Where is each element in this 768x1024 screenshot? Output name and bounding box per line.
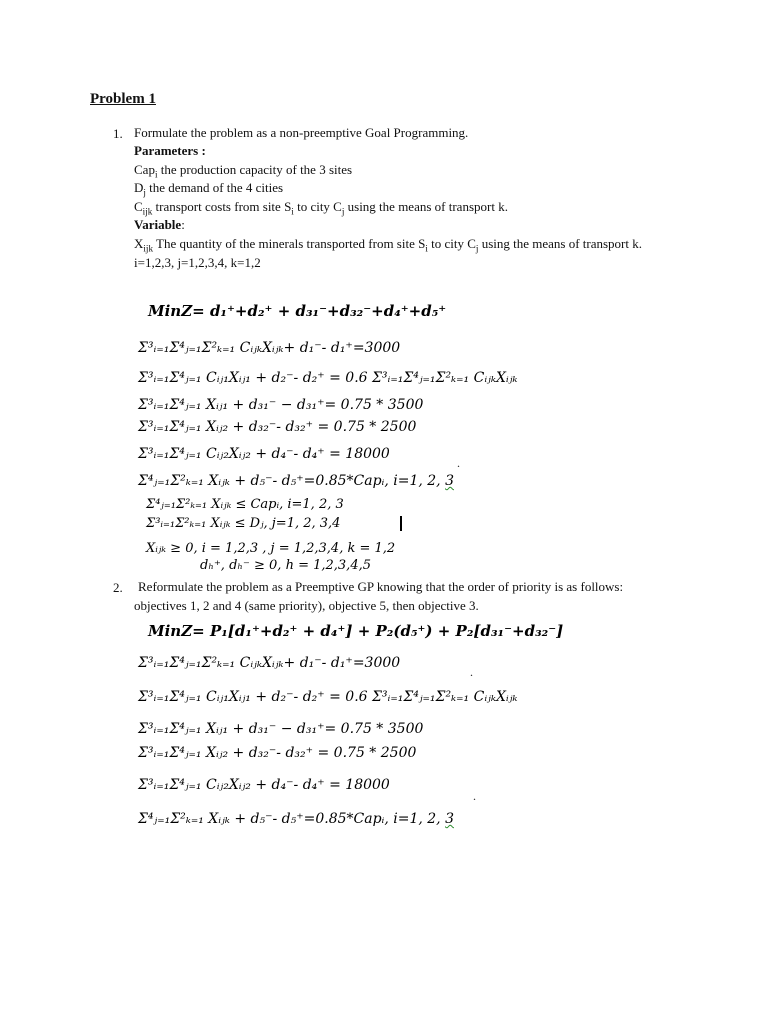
q2-text-line-2: objectives 1, 2 and 4 (same priority), objective 5, then objective 3. (134, 598, 479, 613)
q1-number: 1. (113, 126, 123, 141)
constraint-2-2: Σ³ᵢ₌₁Σ⁴ⱼ₌₁ Cᵢⱼ₁Xᵢⱼ₁ + d₂⁻- d₂⁺ = 0.6 Σ³ᵢ₌₁Σ⁴ⱼ₌₁Σ²ₖ₌₁ CᵢⱼₖXᵢⱼₖ (138, 689, 518, 705)
variable-definition: $X_{ijk}$ The quantity of the minerals transported from site $S_i$ to city $C_j$ using the means of transport k. (134, 236, 642, 254)
constraint-4: Σ³ᵢ₌₁Σ⁴ⱼ₌₁ Xᵢⱼ₂ + d₃₂⁻- d₃₂⁺ = 0.75 * 2500 (138, 419, 417, 435)
constraint-3: Σ³ᵢ₌₁Σ⁴ⱼ₌₁ Xᵢⱼ₁ + d₃₁⁻ − d₃₁⁺= 0.75 * 3500 (138, 397, 424, 413)
param-demand: $D_j$ the demand of the 4 cities (134, 180, 284, 198)
constraint-6: Σ⁴ⱼ₌₁Σ²ₖ₌₁ Xᵢⱼₖ + d₅⁻- d₅⁺=0.85*Capᵢ, i=1, 2, 3 (138, 473, 454, 489)
objective-function-1: MinZ= d₁⁺+d₂⁺ + d₃₁⁻+d₃₂⁻+d₄⁺+d₅⁺ (148, 302, 447, 320)
constraint-2-5: Σ³ᵢ₌₁Σ⁴ⱼ₌₁ Cᵢⱼ₂Xᵢⱼ₂ + d₄⁻- d₄⁺ = 18000 (138, 777, 390, 793)
constraint-5: Σ³ᵢ₌₁Σ⁴ⱼ₌₁ Cᵢⱼ₂Xᵢⱼ₂ + d₄⁻- d₄⁺ = 18000 (138, 446, 390, 462)
nonnegativity-d: dₕ⁺, dₕ⁻ ≥ 0, h = 1,2,3,4,5 (200, 558, 371, 573)
param-capacity: Cap$_i$ the production capacity of the 3 sites (134, 162, 353, 180)
variable-heading: Variable: (134, 217, 185, 232)
constraint-2-4: Σ³ᵢ₌₁Σ⁴ⱼ₌₁ Xᵢⱼ₂ + d₃₂⁻- d₃₂⁺ = 0.75 * 2500 (138, 745, 417, 761)
text-cursor (400, 516, 402, 531)
nonnegativity-x: Xᵢⱼₖ ≥ 0, i = 1,2,3 , j = 1,2,3,4, k = 1,2 (146, 541, 396, 556)
constraint-2: Σ³ᵢ₌₁Σ⁴ⱼ₌₁ Cᵢⱼ₁Xᵢⱼ₁ + d₂⁻- d₂⁺ = 0.6 Σ³ᵢ₌₁Σ⁴ⱼ₌₁Σ²ₖ₌₁ CᵢⱼₖXᵢⱼₖ (138, 370, 518, 386)
problem-title: Problem 1 (90, 91, 156, 107)
q2-number: 2. (113, 580, 123, 595)
objective-function-2: MinZ= P₁[d₁⁺+d₂⁺ + d₄⁺] + P₂(d₅⁺) + P₂[d₃₁⁻+d₃₂⁻] (148, 622, 564, 640)
parameters-heading: Parameters : (134, 143, 206, 158)
constraint-2-6: Σ⁴ⱼ₌₁Σ²ₖ₌₁ Xᵢⱼₖ + d₅⁻- d₅⁺=0.85*Capᵢ, i=1, 2, 3 (138, 811, 454, 827)
q2-text-line-1: Reformulate the problem as a Preemptive GP knowing that the order of priority is as follows: (138, 579, 624, 594)
constraint-capacity: Σ⁴ⱼ₌₁Σ²ₖ₌₁ Xᵢⱼₖ ≤ Capᵢ, i=1, 2, 3 (146, 497, 344, 512)
param-cost: $C_{ijk}$ transport costs from site $S_i$ to city $C_j$ using the means of transport k. (134, 199, 508, 217)
stray-mark: . (473, 789, 476, 803)
index-ranges: i=1,2,3, j=1,2,3,4, k=1,2 (134, 255, 261, 270)
constraint-demand: Σ³ᵢ₌₁Σ²ₖ₌₁ Xᵢⱼₖ ≤ Dⱼ, j=1, 2, 3,4 (146, 516, 341, 531)
q1-text: Formulate the problem as a non-preemptive Goal Programming. (134, 125, 469, 140)
constraint-1: Σ³ᵢ₌₁Σ⁴ⱼ₌₁Σ²ₖ₌₁ CᵢⱼₖXᵢⱼₖ+ d₁⁻- d₁⁺=3000 (138, 340, 401, 356)
constraint-2-3: Σ³ᵢ₌₁Σ⁴ⱼ₌₁ Xᵢⱼ₁ + d₃₁⁻ − d₃₁⁺= 0.75 * 3500 (138, 721, 424, 737)
constraint-2-1: Σ³ᵢ₌₁Σ⁴ⱼ₌₁Σ²ₖ₌₁ CᵢⱼₖXᵢⱼₖ+ d₁⁻- d₁⁺=3000 (138, 655, 401, 671)
stray-mark: . (457, 456, 460, 470)
stray-mark: . (470, 665, 473, 679)
